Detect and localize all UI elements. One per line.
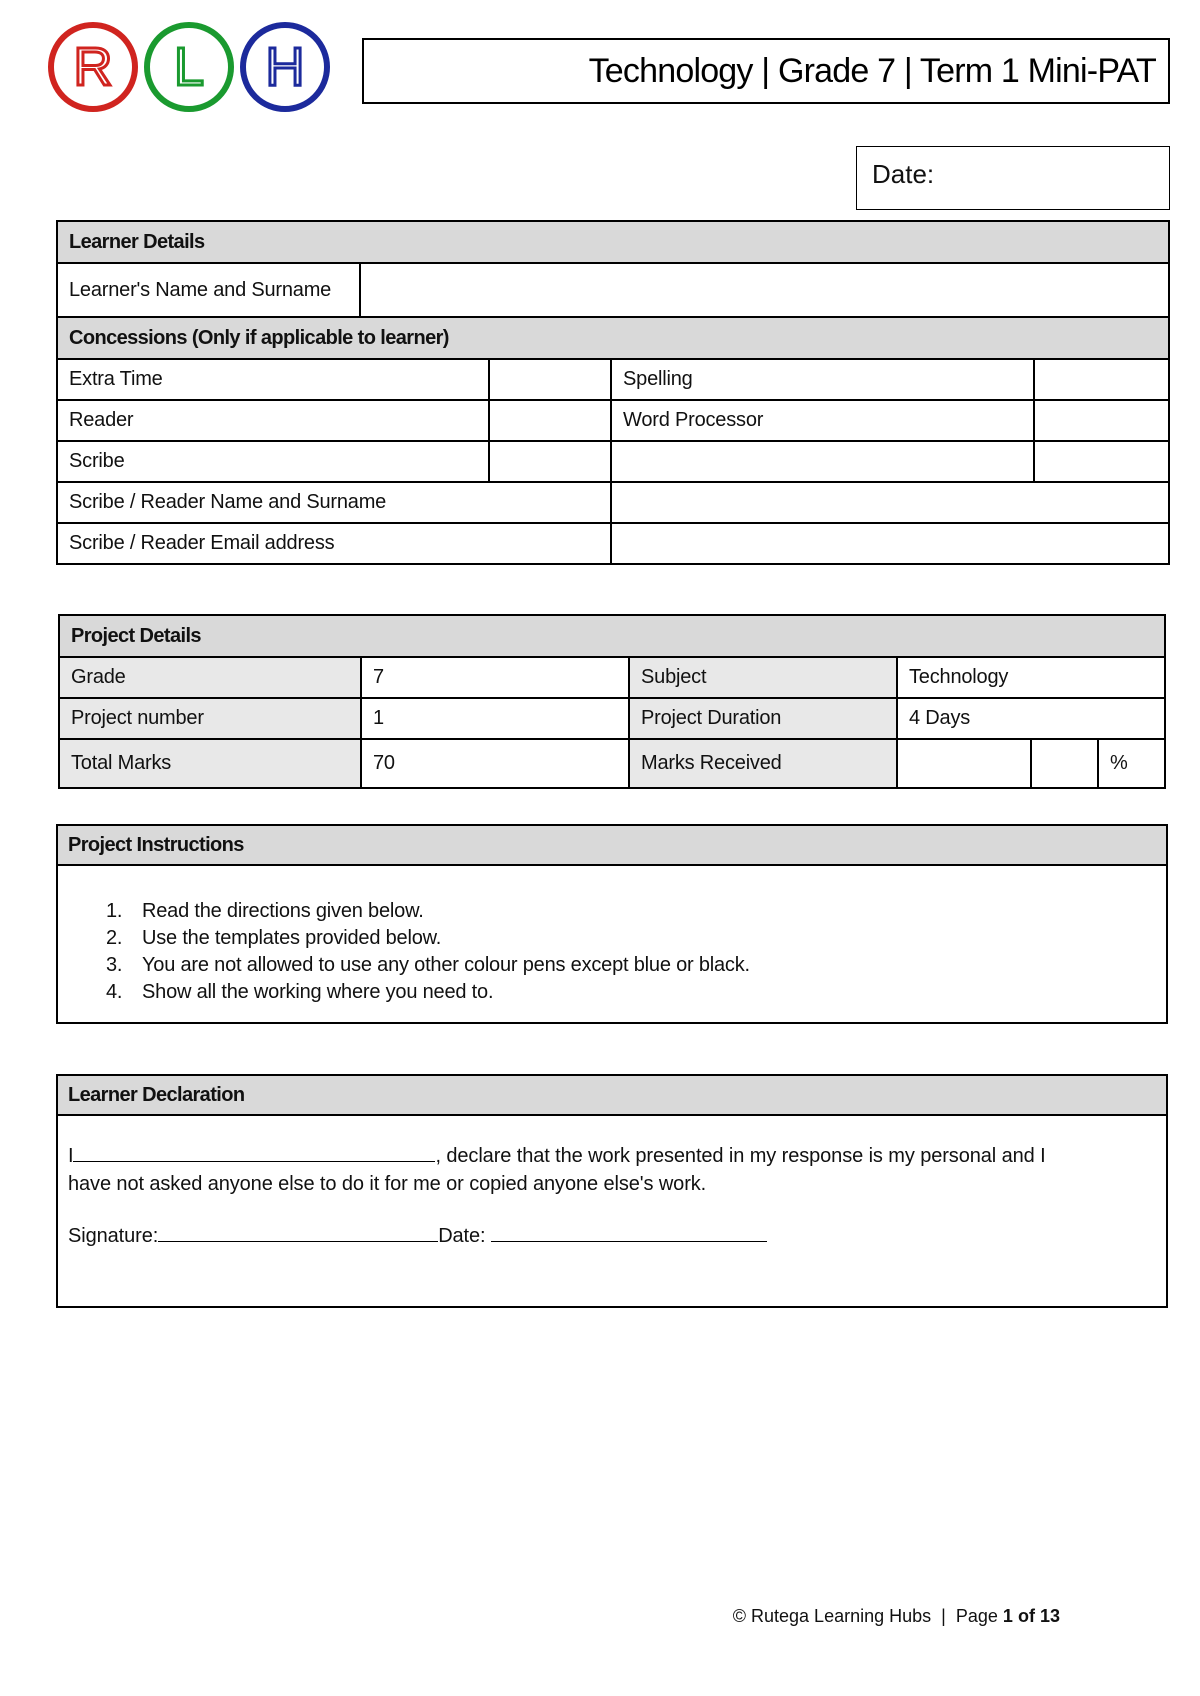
project-number-value: 1 <box>361 698 629 739</box>
marks-percentage-input[interactable] <box>1031 739 1098 788</box>
subject-label: Subject <box>629 657 897 698</box>
spelling-check[interactable] <box>1034 359 1169 400</box>
scribe-reader-email-input[interactable] <box>611 523 1169 564</box>
instructions-list <box>106 898 1166 1006</box>
list-text: You are not allowed to use any other colour pens except blue or black. <box>142 954 750 976</box>
declaration-date-label: Date: <box>438 1225 486 1247</box>
scribe-label: Scribe <box>57 441 489 482</box>
reader-check[interactable] <box>489 400 611 441</box>
total-marks-value: 70 <box>361 739 629 788</box>
subject-value: Technology <box>897 657 1165 698</box>
declaration-date-blank[interactable] <box>491 1224 767 1242</box>
empty-cell <box>1034 441 1169 482</box>
signature-blank[interactable] <box>158 1224 438 1242</box>
list-number: 1. <box>106 900 123 922</box>
declaration-line-2: have not asked anyone else to do it for me or copied anyone else's work. <box>68 1173 707 1195</box>
logo-letter-h: H <box>265 37 305 97</box>
signature-label: Signature: <box>68 1225 159 1247</box>
concessions-heading: Concessions (Only if applicable to learner) <box>57 317 1169 359</box>
logo-letter-l: L <box>173 37 205 97</box>
project-instructions-heading: Project Instructions <box>58 826 1166 866</box>
list-number: 2. <box>106 927 123 949</box>
learner-name-input[interactable] <box>360 263 1169 317</box>
scribe-reader-name-label: Scribe / Reader Name and Surname <box>57 482 611 523</box>
list-number: 3. <box>106 954 123 976</box>
list-text: Show all the working where you need to. <box>142 981 494 1003</box>
percent-sign: % <box>1098 739 1165 788</box>
page-footer <box>733 1606 1060 1627</box>
list-item <box>106 925 1166 952</box>
marks-received-input[interactable] <box>897 739 1031 788</box>
learner-declaration-heading: Learner Declaration <box>58 1076 1166 1116</box>
scribe-reader-email-label: Scribe / Reader Email address <box>57 523 611 564</box>
learner-name-blank[interactable] <box>73 1144 435 1162</box>
word-processor-label: Word Processor <box>611 400 1034 441</box>
learner-name-label: Learner's Name and Surname <box>57 263 360 317</box>
declaration-line-1 <box>68 1142 1166 1170</box>
date-field[interactable] <box>856 146 1170 210</box>
marks-received-label: Marks Received <box>629 739 897 788</box>
logo-letter-r: R <box>73 37 113 97</box>
scribe-reader-name-input[interactable] <box>611 482 1169 523</box>
extra-time-check[interactable] <box>489 359 611 400</box>
list-item <box>106 979 1166 1006</box>
project-duration-label: Project Duration <box>629 698 897 739</box>
list-text: Use the templates provided below. <box>142 927 442 949</box>
copyright-text: © Rutega Learning Hubs <box>732 1606 932 1626</box>
learner-details-table <box>56 220 1170 565</box>
extra-time-label: Extra Time <box>57 359 489 400</box>
document-title-box <box>362 38 1170 104</box>
page-of: of <box>1017 1606 1035 1626</box>
rlh-logo <box>48 18 340 116</box>
grade-value: 7 <box>361 657 629 698</box>
project-instructions-box <box>56 824 1168 1024</box>
reader-label: Reader <box>57 400 489 441</box>
page-current: 1 <box>1002 1606 1013 1626</box>
declaration-text-1: , declare that the work presented in my response is my personal and I <box>435 1145 1046 1167</box>
declaration-prefix: I <box>68 1145 74 1167</box>
document-title: Technology | Grade 7 | Term 1 Mini-PAT <box>588 51 1156 90</box>
footer-separator: | <box>936 1606 951 1626</box>
list-number: 4. <box>106 981 123 1003</box>
list-item <box>106 898 1166 925</box>
page-prefix: Page <box>955 1606 998 1626</box>
project-details-table <box>58 614 1166 789</box>
signature-row <box>68 1222 1166 1250</box>
project-duration-value: 4 Days <box>897 698 1165 739</box>
list-text: Read the directions given below. <box>142 900 424 922</box>
project-details-heading: Project Details <box>59 615 1165 657</box>
date-label: Date: <box>872 159 935 189</box>
list-item <box>106 952 1166 979</box>
empty-cell <box>611 441 1034 482</box>
project-number-label: Project number <box>59 698 361 739</box>
scribe-check[interactable] <box>489 441 611 482</box>
learner-declaration-box <box>56 1074 1168 1308</box>
page-total: 13 <box>1039 1606 1060 1626</box>
declaration-body <box>58 1116 1166 1250</box>
word-processor-check[interactable] <box>1034 400 1169 441</box>
grade-label: Grade <box>59 657 361 698</box>
spelling-label: Spelling <box>611 359 1034 400</box>
total-marks-label: Total Marks <box>59 739 361 788</box>
learner-details-heading: Learner Details <box>57 221 1169 263</box>
